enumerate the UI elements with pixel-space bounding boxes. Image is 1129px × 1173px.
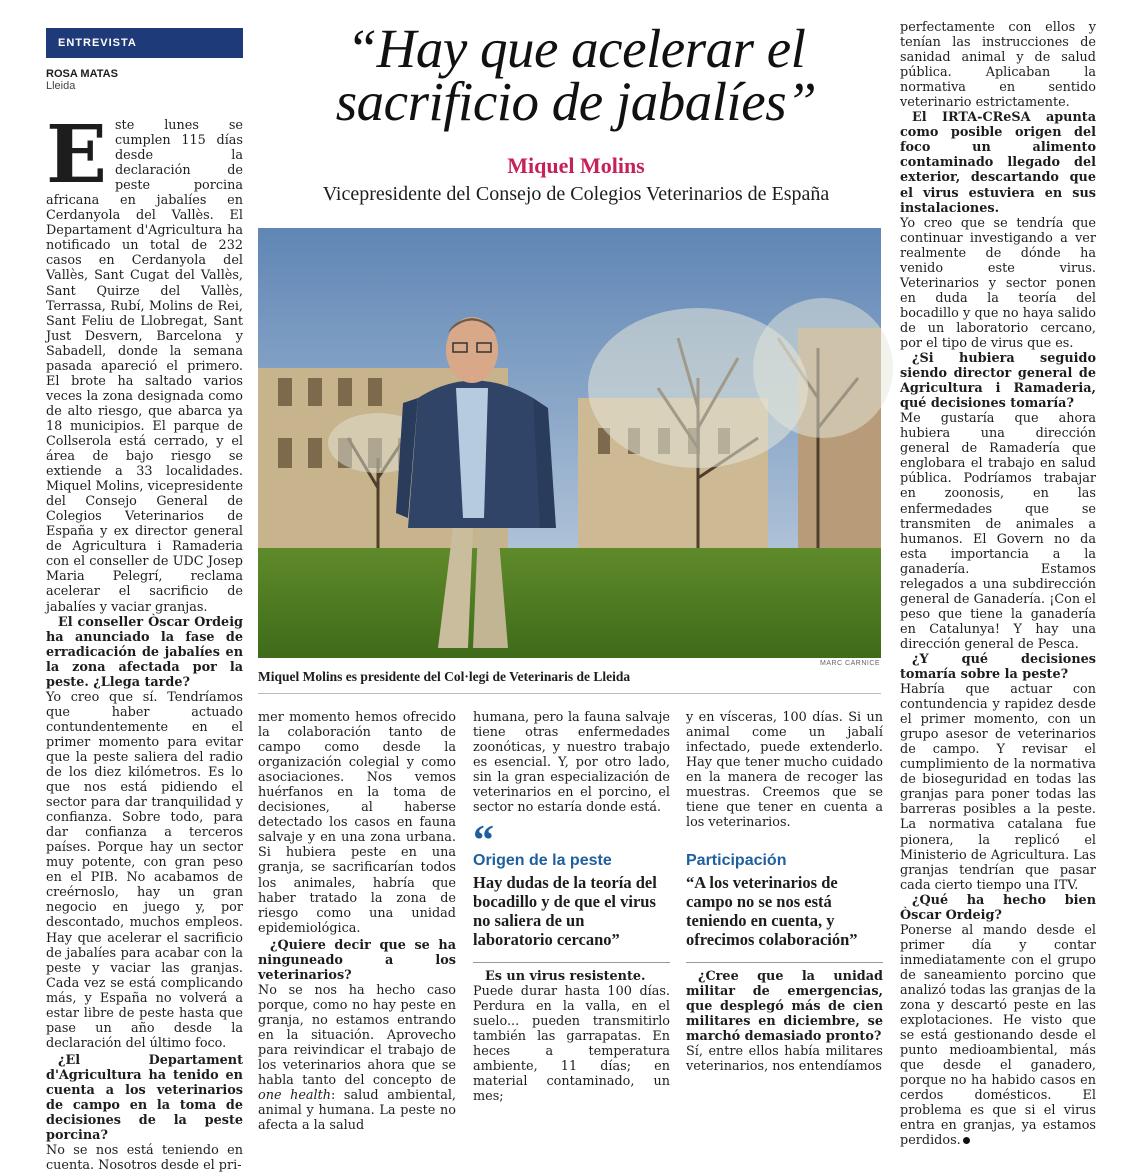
answer-1: Yo creo que sí. Tendríamos que haber actuado contundentemente en el primer momento para evitar que la peste saliera del radio de los diez kilómetros. Es lo que nos está pidiendo el sector para dar tranquilidad y confianza. Sobre todo, para dar confianza a terceros países. Porque hay un sector muy potente, con gran peso en el PIB. No acabamos de creérnoslo, hay un gran negocio en juego y, por descontado, muchos empleos. Hay que acelerar el sacrificio de jabalíes para acabar con la peste y vaciar las granjas. Cada vez se está complicando más, y España no volverá a estar libre de peste hasta que pase un año desde la declaración del último foco. <box>46 689 243 1051</box>
question-7: ¿Si hubiera seguido siendo director general de Agricultura i Ramaderia, qué decisiones tomaría? <box>900 351 1096 412</box>
byline-place: Lleida <box>46 80 76 92</box>
end-of-article-icon <box>963 1137 970 1144</box>
byline-author: ROSA MATAS <box>46 68 118 80</box>
pullquote-origin-title: Origen de la peste <box>473 852 612 869</box>
article-column-4 <box>686 710 883 830</box>
answer-9-text: Ponerse al mando desde el primer día y contar inmediatamente con el grupo de saneamiento porcino que analizó todas las granjas de la zona y descartó peste en las explotaciones. He visto que se está gestionando desde el punto medioambiental, más que desde el ganadero, porque no ha habido casos en cerdos domésticos. El problema es que si el virus entra en granjas, ya estamos perdidos. <box>900 922 1096 1149</box>
question-3: ¿Quiere decir que se ha ninguneado a los veterinarios? <box>258 937 456 983</box>
answer-3-part-1: No se nos ha hecho caso porque, como no hay peste en granja, no estamos entrando en la situación. Aprovecho para reivindicar el trabajo de los veterinarios ahora que se habla tanto del concepto de <box>258 982 456 1089</box>
answer-3-continued: humana, pero la fauna salvaje tiene otras enfermedades zoonóticas, y nuestro trabajo es esencial. Y, por otro lado, sin la gran especialización de veterinarios en el porcino, el sector no estaría donde está. <box>473 710 670 816</box>
photo-caption: Miquel Molins es presidente del Col·legi de Veterinaris de Lleida <box>258 669 631 684</box>
article-column-2 <box>258 710 456 1133</box>
answer-5-continued: perfectamente con ellos y tenían las instrucciones de sanidad animal y de salud pública. Aplicaban la normativa en sentido veterinario estrictamente. <box>900 20 1096 111</box>
question-4: Es un virus resistente. <box>485 969 646 984</box>
answer-3-part-2: : salud ambiental, animal y humana. La peste no afecta a la salud <box>258 1088 456 1134</box>
question-2: ¿El Departament d'Agricultura ha tenido en cuenta a los veterinarios de campo en la toma de decisiones de la peste porcina? <box>46 1052 243 1144</box>
section-badge: ENTREVISTA <box>46 28 243 58</box>
answer-9 <box>900 923 1096 1149</box>
question-5: ¿Cree que la unidad militar de emergencias, que desplegó más de cien militares en diciembre, se marchó demasiado pronto? <box>686 969 883 1045</box>
interview-photo <box>258 228 881 658</box>
photo-credit: MARC CARNICE <box>820 660 881 667</box>
answer-4-continued: y en vísceras, 100 días. Si un animal come un jabalí infectado, puede extenderlo. Hay que tener mucho cuidado en la manera de recoger las muestras. Creemos que se tiene que tener en cuenta a los veterinarios. <box>686 710 883 831</box>
answer-6: Yo creo que se tendría que continuar investigando a ver realmente de dónde ha venido este virus. Veterinarios y sector ponen en duda la teoría del bocadillo y que no haya salido de un laboratorio cercano, por el tipo de virus que es. <box>900 215 1096 351</box>
question-1: El conseller Òscar Ordeig ha anunciado la fase de erradicación de jabalíes en la zona afectada por la peste. ¿Llega tarde? <box>46 614 243 690</box>
article-column-1 <box>46 107 243 1173</box>
question-8: ¿Y qué decisiones tomaría sobre la peste? <box>900 651 1096 683</box>
answer-5: Sí, entre ellos había militares veterinarios, nos entendíamos <box>686 1044 883 1075</box>
interviewee-name: Miquel Molins <box>507 153 645 178</box>
pullquote-mark-icon: “ <box>473 818 494 864</box>
pullquote-participation-text: “A los veterinarios de campo no se nos está teniendo en cuenta, y ofrecimos colaboración” <box>686 873 858 949</box>
intro-paragraph <box>46 107 243 615</box>
pullquote-participation-rule <box>686 962 883 963</box>
question-9: ¿Qué ha hecho bien Òscar Ordeig? <box>900 892 1096 923</box>
question-6: El IRTA-CReSA apunta como posible origen del foco un alimento contaminado llegado del exterior, descartando que el virus estuviera en sus instalaciones. <box>900 110 1096 216</box>
interviewee-role: Vicepresidente del Consejo de Colegios Veterinarios de España <box>322 183 830 205</box>
article-column-3-lower <box>473 969 670 1104</box>
intro-text: ste lunes se cumplen 115 días desde la declaración de peste porcina africana en jabalíes en Cerdanyola del Vallès. El Departament d'Agricultura ha notificado un total de 232 casos en Cerdanyola del Vallès, Sant Cugat del Vallès, Sant Quirze del Vallès, Terrassa, Rubí, Molins de Rei, Sant Feliu de Llobregat, Sant Just Desvern, Barcelona y Sabadell, donde la semana pasada apareció el primero. El brote ha saltado varios veces la zona designada como de alto riesgo, que abarca ya 18 municipios. El parque de Collserola está cerrado, y el área de bajo riesgo se extiende a 33 localidades. Miquel Molins, vicepresidente del Consejo General de Colegios Veterinarios de España y ex director general de Agricultura i Ramaderia con el conseller de UDC Josep Maria Pelegrí, reclama acelerar el sacrificio de jabalíes y vaciar granjas. <box>46 118 243 615</box>
answer-2-start: No se nos está teniendo en cuenta. Nosotros desde el pri- <box>46 1143 243 1173</box>
caption-divider <box>258 693 881 694</box>
answer-3 <box>258 983 456 1133</box>
pullquote-origin-text: Hay dudas de la teoría del bocadillo y de que el virus no saliera de un laboratorio cercano” <box>473 873 657 949</box>
answer-3-emphasis: one health <box>258 1088 332 1104</box>
headline: “Hay que acelerar el sacrificio de jabalíes” <box>335 18 817 132</box>
answer-2-continued: mer momento hemos ofrecido la colaboración tanto de campo como desde la organización colegial y como asociaciones. Nos vemos huérfanos en la toma de decisiones, al haberse detectado los casos en fauna salvaje y en una zona urbana. Si hubiera peste en una granja, se sacrificarían todos los animales, habría que haber tratado la zona de riesgo como una unidad epidemiológica. <box>258 710 456 936</box>
answer-8: Habría que actuar con contundencia y rapidez desde el primer momento, con un grupo asesor de veterinarios de campo. Y revisar el cumplimiento de la normativa de bioseguridad en todas las granjas para poner todas las barreras posibles a la peste. La normativa catalana fue pionera, la replicó el Ministerio de Agricultura. Las granjas tendrían que pasar cada cierto tiempo una ITV. <box>900 682 1096 893</box>
drop-cap: E <box>46 107 107 201</box>
article-column-3 <box>473 710 670 815</box>
answer-4: Puede durar hasta 100 días. Perdura en la valla, en el suelo... pueden transmitirlo también las garrapatas. En heces a temperatura ambiente, 11 días; en material contaminado, un mes; <box>473 984 670 1105</box>
pullquote-participation-title: Participación <box>686 852 787 869</box>
article-column-5 <box>900 20 1096 1149</box>
article-column-4-lower <box>686 969 883 1074</box>
pullquote-origin-rule <box>473 962 670 963</box>
photo-illustration <box>258 228 881 658</box>
answer-7: Me gustaría que ahora hubiera una dirección general de Ramadería que englobara el trabajo en salud pública. Podríamos trabajar en zoonosis, en las enfermedades que se transmiten de animales a humanos. El Govern no da esta importancia a la ganadería. Estamos relegados a una subdirección general de Ganadería. ¡Con el peso que tiene la ganadería en Catalunya! Y hay una dirección general de Pesca. <box>900 411 1096 652</box>
